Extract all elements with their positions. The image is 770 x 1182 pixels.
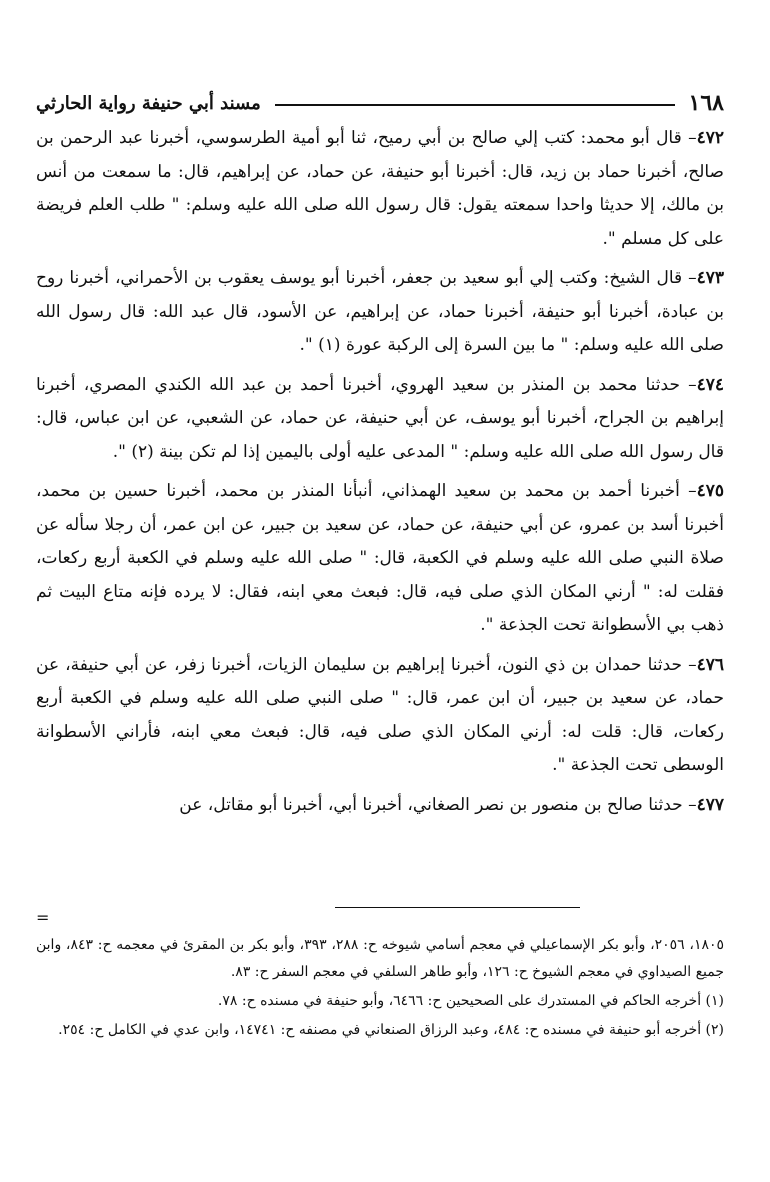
- page-number: ١٦٨: [688, 90, 724, 116]
- entry-number: ٤٧٧: [696, 794, 724, 815]
- page-header: [36, 88, 724, 118]
- running-title: مسند أبي حنيفة رواية الحارثي: [36, 92, 261, 114]
- hadith-entry: [36, 789, 724, 823]
- entry-number: ٤٧٣: [696, 268, 724, 288]
- entry-text: – أخبرنا أحمد بن محمد بن سعيد الهمذاني، أنبأنا المنذر بن محمد، أخبرنا حسين بن محمد، أخبرنا أسد بن عمرو، عن أبي حنيفة، عن حماد، عن سعيد بن جبير، عن ابن عمر، أن رجلا سأله عن صلاة النبي صلى الله عليه وسلم في الكعبة، قال: " صلى الله عليه وسلم في الكعبة أربع ركعات، فقلت له: " أرني المكان الذي صلى فيه، قال: فبعث معي ابنه، فقال: لا يرده فإنه متاع البيت ثم ذهب بي الأسطوانة تحت الجذعة ".: [36, 481, 724, 635]
- header-rule: [275, 104, 675, 106]
- footnotes: [36, 932, 724, 1046]
- entry-text: – قال أبو محمد: كتب إلي صالح بن أبي رميح، ثنا أبو أمية الطرسوسي، أخبرنا عبد الرحمن بن صالح، أخبرنا حماد بن زيد، قال: أخبرنا أبو حنيفة، عن حماد، عن إبراهيم، قال: ما سمعت من أنس بن مالك، إلا حديثا واحدا سمعته يقول: قال رسول الله صلى الله عليه وسلم: " طلب العلم فريضة على كل مسلم ".: [36, 128, 724, 249]
- entry-text: – حدثنا حمدان بن ذي النون، أخبرنا إبراهيم بن سليمان الزيات، أخبرنا زفر، عن أبي حنيفة، عن حماد، عن سعيد بن جبير، أن ابن عمر، قال: " صلى النبي صلى الله عليه وسلم في الكعبة أربع ركعات، قال: قلت له: أرني المكان الذي صلى فيه، قال: فبعث معي ابنه، فأراني الأسطوانة الوسطى تحت الجذعة ".: [36, 654, 724, 775]
- footnote: (١) أخرجه الحاكم في المستدرك على الصحيحين ح: ٦٤٦٦، وأبو حنيفة في مسنده ح: ٧٨.: [217, 993, 724, 1009]
- entry-text: – حدثنا محمد بن المنذر بن سعيد الهروي، أخبرنا أحمد بن عبد الله الكندي المصري، أخبرنا إبراهيم بن الجراح، أخبرنا أبو يوسف، عن أبي حنيفة، عن حماد، عن الشعبي، عن ابن عباس، قال: قال رسول الله صلى الله عليه وسلم: " المدعى عليه أولى باليمين إذا لم تكن بينة (٢) ".: [36, 374, 724, 462]
- entry-text: – قال الشيخ: وكتب إلي أبو سعيد بن جعفر، أخبرنا أبو يوسف يعقوب بن الأحمراني، أخبرنا روح بن عبادة، أخبرنا أبو حنيفة، أخبرنا حماد، عن إبراهيم، عن الأسود، قال عبد الله: قال رسول الله صلى الله عليه وسلم: " ما بين السرة إلى الركبة عورة (١) ".: [36, 268, 724, 355]
- entry-number: ٤٧٢: [696, 128, 724, 148]
- entry-number: ٤٧٦: [696, 654, 724, 675]
- entry-text: – حدثنا صالح بن منصور بن نصر الصغاني، أخبرنا أبي، أخبرنا أبو مقاتل، عن: [179, 794, 697, 815]
- hadith-entry: [36, 475, 724, 643]
- hadith-entry: [36, 649, 724, 783]
- footnote-separator: [335, 907, 580, 908]
- entry-number: ٤٧٤: [696, 374, 724, 395]
- entry-number: ٤٧٥: [696, 481, 724, 501]
- footnote: (٢) أخرجه أبو حنيفة في مسنده ح: ٤٨٤، وعبد الرزاق الصنعاني في مصنفه ح: ١٤٧٤١، وابن عدي في الكامل ح: ٢٥٤.: [58, 1022, 724, 1038]
- main-text: [36, 122, 724, 828]
- footnote: ١٨٠٥، ٢٠٥٦، وأبو بكر الإسماعيلي في معجم أسامي شيوخه ح: ٢٨٨، ٣٩٣، وأبو بكر بن المقرئ في معجمه ح: ٨٤٣، وابن جميع الصيداوي في معجم الشيوخ ح: ١٢٦، وأبو طاهر السلفي في معجم السفر ح: ٨٣.: [36, 937, 725, 980]
- hadith-entry: [36, 369, 724, 470]
- hadith-entry: [36, 122, 724, 256]
- footnote-continued-mark: =: [36, 908, 50, 927]
- hadith-entry: [36, 262, 724, 363]
